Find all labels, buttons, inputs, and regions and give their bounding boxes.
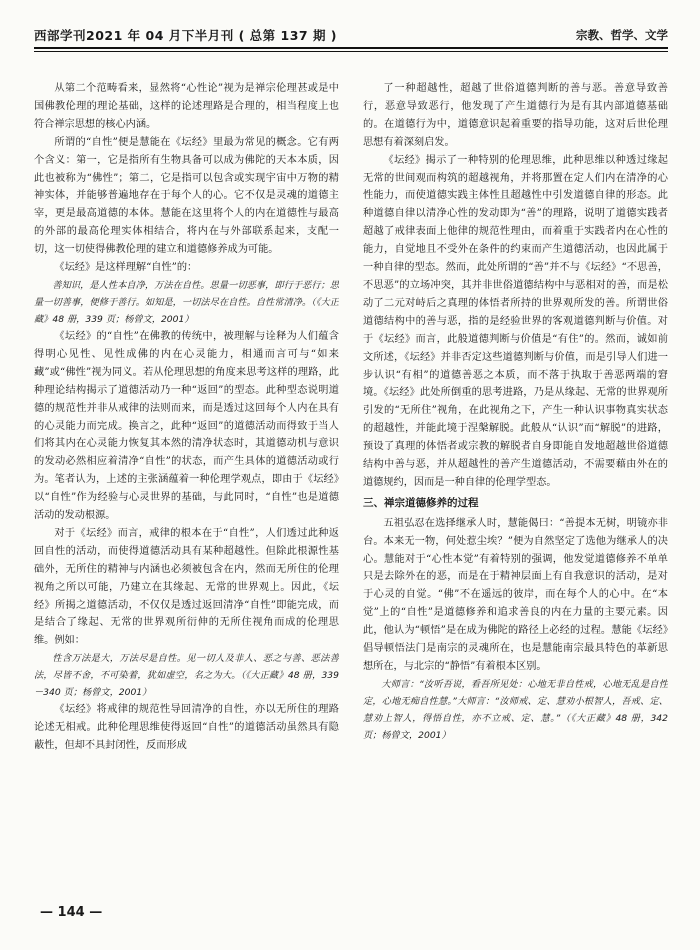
paragraph: 《坛经》将戒律的规范性导回清净的自性，亦以无所住的理路论述无相戒。此种伦理思维使得返回“自性”的道德活动虽然具有隐蔽性，但却不具封闭性，反而形成 <box>34 704 339 752</box>
left-column <box>34 80 339 900</box>
section-label: 宗教、哲学、文学 <box>576 28 668 42</box>
paragraph: 《坛经》的“自性”在佛教的传统中，被理解与诠释为人们蕴含得明心见性、见性成佛的内在心灵能力，相通而言可与“如来藏”或“佛性”视为同义。若从伦理思想的角度来思考这样的理路，此种理论结构揭示了道德活动乃一种“返回”的型态。此种型态说明道德的规范性并非从戒律的法则而来，而是透过这回每个人内在具有的心灵能力而完成。换言之，此种“返回”的道德活动而得致于当人们将其内在心灵能力恢复其本然的清净状态时，其道德动机与意识的发动必然相应着清净“自性”的状态，而产生具体的道德活动或行为。笔者认为，上述的主张涵蕴着一种伦理学观点，即由于《坛经》以“自性”作为经验与心灵世界的基础，与此同时，“自性”也是道德活动的发动根源。 <box>34 330 339 522</box>
running-header <box>34 22 668 48</box>
paragraph: 从第二个范畴看来，显然将“心性论”视为是禅宗伦理甚或是中国佛教伦理的理论基础，这样的论述理路是合理的，相当程度上也符合禅宗思想的核心内涵。 <box>34 83 339 130</box>
block-quote: 善知识，是人性本自净，万法在自性。思量一切恶事，即行于恶行；思量一切善事，便修于善行。如知是，一切法尽在自性。自性常清净。（《大正藏》48 册，339 页；杨曾文，2001） <box>34 279 339 325</box>
paragraph: 《坛经》揭示了一种特别的伦理思维，此种思维以种透过缘起无常的世间观而构筑的超越视角，并将那置在定人们内在清净的心性能力，而使道德实践主体性且超越性中引发道德自律的形态。此种道德自律以清净心性的发动即为“善”的理路，说明了道德实践者超越了戒律表面上他律的规范性理由，而着重于实践者内在心性的能力，自觉地且不受外在条件的约束而产生道德活动，也因此属于一种自律的型态。然而，此处所谓的“善”并不与《坛经》“不思善，不思恶”的立场冲突，其并非世俗道德结构中与恶相对的善，而是松动了二元对峙后之真理的体悟者所持的世界观所发的善。所谓世俗道德结构中的善与恶，指的是经验世界的客观道德判断与价值。对于《坛经》而言，此般道德判断与价值是“有住”的。然而，诚如前文所述，《坛经》并非否定这些道德判断与价值，而是引导人们进一步认识“有相”的道德善恶之本质，而不落于执取于善恶两端的窘境。《坛经》此处所倒重的思考进路，乃是从缘起、无常的世界观所引发的“无所住”视角，在此视角之下，产生一种认识事物真实状态的超越性，并能此境于涅槃解脱。此般从“认识”而“解脱”的进路，预设了真理的体悟者或宗教的解脱者自身即能自发地超越世俗道德结构中善与恶，并从超越性的善产生道德活动，不需要藉由外在的道德规约，因而是一种自律的伦理学型态。 <box>363 154 668 488</box>
paragraph: 五祖弘忍在选择继承人时，慧能偈曰：“善提本无树，明镜亦非台。本来无一物，何处惹尘埃？”便为自然坚定了选他为继承人的决心。慧能对于“心性本觉”有着特别的强调，他发觉道德修养不单单只是去除外在的恶，而是在于精神层面上有自我意识的活动，是对于心灵的自觉。“佛”不在遥远的彼岸，而在每个人的心中。在“本觉”上的“自性”是道德修养和追求善良的内在力量的主要元素。因此，他认为“顿悟”是在成为佛陀的路径上必经的过程。慧能《坛经》倡导顿悟法门是南宗的灵魂所在，也是慧能南宗最具特色的革新思想所在，与北宗的“静悟”有着根本区别。 <box>363 517 668 672</box>
header-rule-thick <box>34 47 668 49</box>
paragraph: 所谓的“自性”便是慧能在《坛经》里最为常见的概念。它有两个含义：第一，它是指所有生物具备可以成为佛陀的天本本质，因此也被称为“佛性”；第二，它是指可以包含或实现宇宙中万物的精神实体，并能够普遍地存在于每个人的心。它不仅是灵魂的道德主宰，更是最高道德的本体。慧能在这里将个人的内在道德性与最高的外部的最高伦理实体相结合，将内在与外部联系起来，支配一切，这一切使得佛教伦理的建立和道德修养成为可能。 <box>34 136 339 256</box>
header-rule-thin <box>34 51 668 52</box>
paragraph: 《坛经》是这样理解“自性”的： <box>54 262 198 274</box>
paragraph: 了一种超越性，超越了世俗道德判断的善与恶。善意导致善行，恶意导致恶行，他发现了产生道德行为是有其内部道德基础的。在道德行为中，道德意识起着重要的指导功能，这对后世伦理思想有着深刻启发。 <box>363 83 668 148</box>
page-number: — 144 — <box>40 905 103 920</box>
right-column <box>363 80 668 900</box>
paragraph: 对于《坛经》而言，戒律的根本在于“自性”，人们透过此种返回自性的活动，而使得道德活动具有某种超越性。但除此根源性基础外，无所住的精神与内涵也必须被包含在内，然而无所住的伦理视角之所以可能，乃建立在其缘起、无常的世界观上。因此，《坛经》所揭之道德活动，不仅仅是透过返回清净“自性”即能完成，而是结合了缘起、无常的世界观所衍伸的无所住视角而成的伦理思维。例如： <box>34 527 339 647</box>
section-heading: 三、禅宗道德修养的过程 <box>363 496 479 509</box>
block-quote: 性含万法是大，万法尽是自性。见一切人及非人、恶之与善、恶法善法，尽皆不舍，不可染着，犹如虚空，名之为大。（《大正藏》48 册，339－340 页；杨曾文，2001） <box>34 653 339 699</box>
block-quote: 大师言：“汝听吾说，看吾所见处：心地无非自性戒，心地无乱是自性定，心地无痴自性慧。”大师言：“汝师戒、定、慧劝小根智人，吾戒、定、慧劝上智人，得悟自性，亦不立戒、定、慧。”（《大正藏》48 册，342 页；杨曾文，2001） <box>363 678 668 741</box>
journal-title: 西部学刊2021 年 04 月下半月刊 ( 总第 137 期 ) <box>34 28 338 43</box>
